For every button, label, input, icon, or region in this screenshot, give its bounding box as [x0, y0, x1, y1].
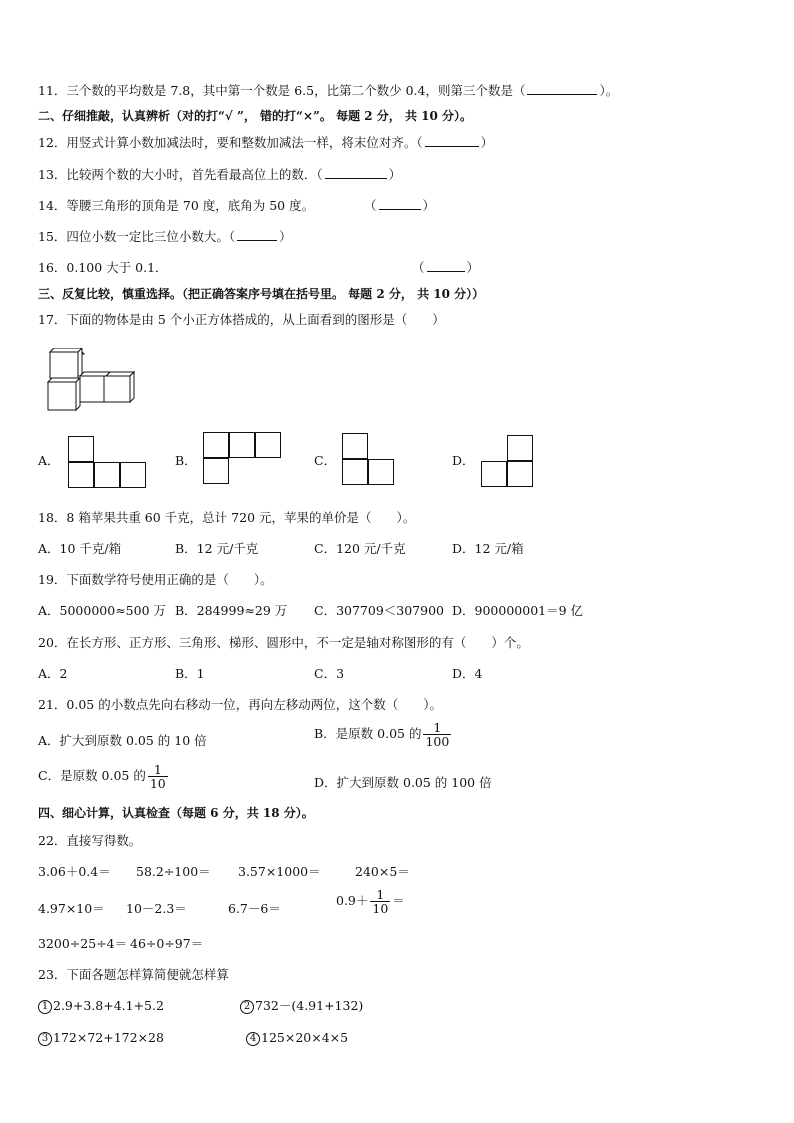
calc-item: 6.7－6＝ [228, 901, 281, 916]
simplify-item-3: 3 172×72+172×28 [38, 1030, 164, 1046]
q19-option-b[interactable]: B．284999≈29 万 [175, 603, 288, 618]
q20-option-d[interactable]: D．4 [452, 666, 483, 681]
question-19: 19．下面数学符号使用正确的是（ ）。 [38, 572, 273, 587]
circled-number: 3 [38, 1032, 52, 1046]
option-b-label[interactable]: B． [175, 453, 197, 468]
calc-item: 46÷0÷97＝ [130, 936, 204, 951]
answer-blank[interactable] [379, 198, 421, 210]
question-18: 18．8 箱苹果共重 60 千克，总计 720 元，苹果的单价是（ ）。 [38, 510, 416, 525]
q20-option-a[interactable]: A．2 [38, 666, 68, 681]
question-11: 11．三个数的平均数是 7.8，其中第一个数是 6.5，比第二个数少 0.4，则第三个数是（ ）。 [38, 83, 619, 98]
option-d-label[interactable]: D． [452, 453, 475, 468]
question-20: 20．在长方形、正方形、三角形、梯形、圆形中，不一定是轴对称图形的有（ ）个。 [38, 635, 529, 650]
fraction: $\frac{1}{10}$ [372, 887, 389, 916]
question-13: 13．比较两个数的大小时，首先看最高位上的数．（ ） [38, 167, 402, 182]
q19-option-d[interactable]: D．900000001＝9 亿 [452, 603, 584, 618]
question-23: 23．下面各题怎样算简便就怎样算 [38, 967, 229, 982]
q21-option-b[interactable]: B．是原数 0.05 的 $\frac{1}{100}$ [314, 720, 450, 749]
q21-option-d[interactable]: D．扩大到原数 0.05 的 100 倍 [314, 775, 492, 790]
question-14: 14．等腰三角形的顶角是 70 度，底角为 50 度。 [38, 198, 315, 213]
q20-option-c[interactable]: C．3 [314, 666, 345, 681]
answer-blank[interactable] [325, 167, 387, 179]
question-14-answer: （ ） [364, 198, 436, 213]
cube-stack-figure [44, 348, 138, 414]
question-12: 12．用竖式计算小数加减法时，要和整数加减法一样，将末位对齐。（ ） [38, 135, 494, 150]
q21-option-a[interactable]: A．扩大到原数 0.05 的 10 倍 [38, 733, 207, 748]
option-c-label[interactable]: C． [314, 453, 337, 468]
simplify-item-2: 2 732－(4.91+132) [240, 998, 363, 1014]
q18-option-d[interactable]: D．12 元/箱 [452, 541, 524, 556]
section-4-heading: 四、细心计算，认真检查（每题 6 分，共 18 分）。 [38, 806, 314, 820]
circled-number: 2 [240, 1000, 254, 1014]
q19-option-c[interactable]: C．307709＜307900 [314, 603, 444, 618]
answer-blank[interactable] [425, 135, 479, 147]
calc-item: 10－2.3＝ [126, 901, 187, 916]
calc-item: 3200÷25÷4＝ [38, 936, 128, 951]
answer-blank[interactable] [427, 260, 465, 272]
q18-option-b[interactable]: B．12 元/千克 [175, 541, 259, 556]
calc-item: 58.2÷100＝ [136, 864, 211, 879]
option-a-label[interactable]: A． [38, 453, 60, 468]
answer-blank[interactable] [237, 229, 277, 241]
question-21: 21．0.05 的小数点先向右移动一位，再向左移动两位，这个数（ ）。 [38, 697, 442, 712]
calc-item: 240×5＝ [355, 864, 410, 879]
circled-number: 1 [38, 1000, 52, 1014]
q19-option-a[interactable]: A．5000000≈500 万 [38, 603, 167, 618]
simplify-item-4: 4 125×20×4×5 [246, 1030, 348, 1046]
simplify-item-1: 1 2.9+3.8+4.1+5.2 [38, 998, 164, 1014]
section-3-heading: 三、反复比较，慎重选择。（把正确答案序号填在括号里。 每题 2 分， 共 10 分）） [38, 287, 485, 301]
question-17: 17．下面的物体是由 5 个小正方体搭成的，从上面看到的图形是（ ） [38, 312, 445, 327]
q20-option-b[interactable]: B．1 [175, 666, 205, 681]
fraction: $\frac{1}{100}$ [425, 720, 450, 749]
calc-item: 4.97×10＝ [38, 901, 105, 916]
calc-item: 3.06＋0.4＝ [38, 864, 111, 879]
calc-item-fraction: 0.9＋ $\frac{1}{10}$ ＝ [336, 887, 405, 916]
q18-option-a[interactable]: A．10 千克/箱 [38, 541, 122, 556]
calc-item: 3.57×1000＝ [238, 864, 321, 879]
answer-blank[interactable] [527, 83, 597, 95]
fraction: $\frac{1}{10}$ [149, 762, 166, 791]
circled-number: 4 [246, 1032, 260, 1046]
question-16-answer: （ ） [412, 260, 480, 275]
section-2-heading: 二、仔细推敲，认真辨析（对的打“√ ”， 错的打“×”。 每题 2 分， 共 10 分）。 [38, 109, 473, 123]
q21-option-c[interactable]: C．是原数 0.05 的 $\frac{1}{10}$ [38, 762, 166, 791]
question-15: 15．四位小数一定比三位小数大。（ ） [38, 229, 292, 244]
q18-option-c[interactable]: C．120 元/千克 [314, 541, 406, 556]
question-22: 22．直接写得数。 [38, 833, 142, 848]
question-16: 16．0.100 大于 0.1． [38, 260, 168, 275]
